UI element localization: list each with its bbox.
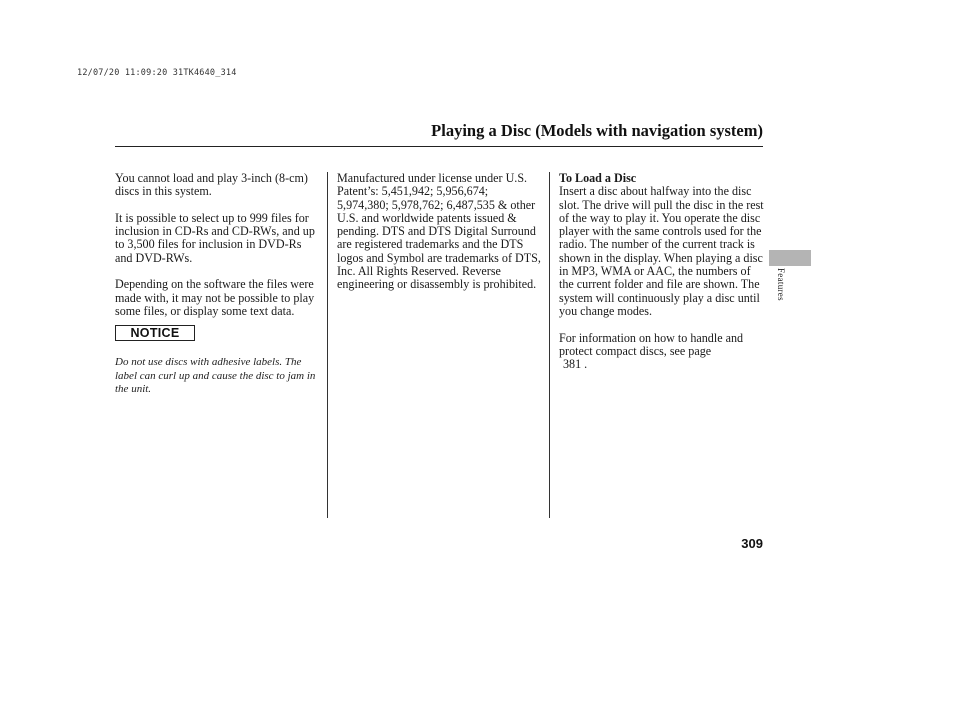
- software-paragraph: Depending on the software the files were made with, it may not be possible to play some files, or display some text data.: [115, 277, 315, 318]
- middle-column: [337, 172, 542, 292]
- page-number: 309: [741, 536, 763, 551]
- left-column: [115, 172, 320, 397]
- column-divider: [327, 172, 328, 518]
- page-reference-suffix: .: [581, 357, 588, 372]
- section-tab-label: Features: [776, 268, 786, 301]
- file-limit-paragraph: It is possible to select up to 999 files for inclusion in CD-Rs and CD-RWs, and up to 3,500 files for inclusion in DVD-Rs and DVD-RWs.: [115, 210, 315, 265]
- title-divider: [115, 146, 763, 147]
- page-title: Playing a Disc (Models with navigation system): [431, 121, 763, 140]
- print-timestamp: 12/07/20 11:09:20 31TK4640_314: [77, 68, 237, 78]
- right-column: [559, 172, 764, 371]
- column-divider: [549, 172, 550, 518]
- section-heading: To Load a Disc: [559, 171, 637, 185]
- notice-text: Do not use discs with adhesive labels. The label can curl up and cause the disc to jam in the unit.: [115, 356, 316, 396]
- dts-license-paragraph: Manufactured under license under U.S. Patent’s: 5,451,942; 5,956,674; 5,974,380; 5,978,762; 6,487,535 & other U.S. and worldwide patents issued & pending. DTS and DTS Digital Surround are registered trademarks and the DTS logos and Symbol are trademarks of DTS, Inc. All Rights Reserved. Reverse engineering or disassembly is prohibited.: [337, 171, 541, 292]
- disc-care-text: For information on how to handle and protect compact discs, see page: [559, 330, 744, 358]
- disc-care-paragraph: [559, 332, 764, 372]
- disc-size-paragraph: You cannot load and play 3-inch (8-cm) discs in this system.: [115, 171, 308, 199]
- notice-badge: NOTICE: [115, 325, 195, 341]
- section-tab: [769, 250, 811, 266]
- page-reference-link[interactable]: 381: [563, 357, 582, 372]
- load-disc-paragraph: Insert a disc about halfway into the disc slot. The drive will pull the disc in the rest of the way to play it. You operate the disc player with the same controls used for the radio. The number of the current track is shown in the display. When playing a disc in MP3, WMA or AAC, the numbers of the current folder and file are shown. The system will continuously play a disc until you change modes.: [559, 184, 764, 318]
